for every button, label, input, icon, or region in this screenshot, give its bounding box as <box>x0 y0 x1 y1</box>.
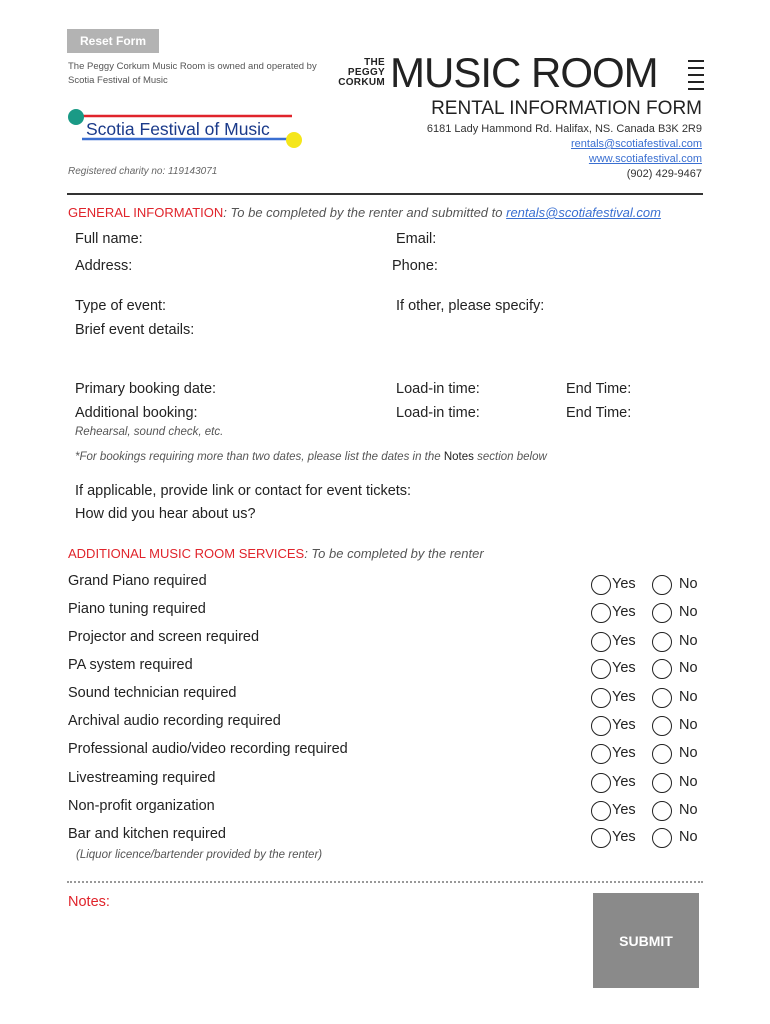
services-heading: ADDITIONAL MUSIC ROOM SERVICES: To be completed by the renter <box>68 546 484 561</box>
no-radio[interactable] <box>652 744 672 764</box>
yes-label: Yes <box>612 689 636 705</box>
yes-label: Yes <box>612 829 636 845</box>
full-name-field[interactable]: Full name: <box>75 231 143 247</box>
yes-radio[interactable] <box>591 659 611 679</box>
service-label: Grand Piano required <box>68 573 207 589</box>
tickets-field[interactable]: If applicable, provide link or contact for event tickets: <box>75 483 412 499</box>
event-type-field[interactable]: Type of event: <box>75 298 167 314</box>
website-link[interactable]: www.scotiafestival.com <box>588 153 702 165</box>
no-label: No <box>679 633 698 649</box>
phone-field[interactable]: Phone: <box>392 258 438 274</box>
owned-by-text: The Peggy Corkum Music Room is owned and operated by Scotia Festival of Music <box>68 61 317 86</box>
no-radio[interactable] <box>652 773 672 793</box>
logo-bars-icon <box>688 60 704 92</box>
yes-label: Yes <box>612 745 636 761</box>
reset-form-button[interactable]: Reset Form <box>67 29 159 53</box>
no-radio[interactable] <box>652 659 672 679</box>
address-field[interactable]: Address: <box>75 258 133 274</box>
other-event-field[interactable]: If other, please specify: <box>396 298 545 314</box>
end-time-2-field[interactable]: End Time: <box>566 405 632 421</box>
yes-radio[interactable] <box>591 688 611 708</box>
charity-number: Registered charity no: 119143071 <box>68 166 218 177</box>
phone-text: (902) 429-9467 <box>626 168 702 180</box>
no-radio[interactable] <box>652 603 672 623</box>
no-radio[interactable] <box>652 575 672 595</box>
music-room-logo-small <box>335 58 385 88</box>
load-in-time-2-field[interactable]: Load-in time: <box>396 405 480 421</box>
no-label: No <box>679 576 698 592</box>
no-radio[interactable] <box>652 801 672 821</box>
logo-line-the: THE <box>364 57 385 68</box>
bookings-note: *For bookings requiring more than two dates, please list the dates in the Notes section below <box>75 451 547 463</box>
contact-block <box>400 122 702 182</box>
header-divider <box>67 193 703 195</box>
no-label: No <box>679 604 698 620</box>
yes-label: Yes <box>612 774 636 790</box>
yes-radio[interactable] <box>591 603 611 623</box>
yes-radio[interactable] <box>591 773 611 793</box>
yes-radio[interactable] <box>591 744 611 764</box>
notes-divider <box>67 881 703 883</box>
service-label: Professional audio/video recording required <box>68 741 348 757</box>
no-radio[interactable] <box>652 716 672 736</box>
music-room-logo: MUSIC ROOM <box>390 49 658 96</box>
primary-booking-field[interactable]: Primary booking date: <box>75 381 217 397</box>
yes-radio[interactable] <box>591 575 611 595</box>
end-time-1-field[interactable]: End Time: <box>566 381 632 397</box>
no-label: No <box>679 774 698 790</box>
yes-radio[interactable] <box>591 828 611 848</box>
no-label: No <box>679 689 698 705</box>
no-radio[interactable] <box>652 828 672 848</box>
email-field[interactable]: Email: <box>396 231 437 247</box>
submit-button[interactable]: SUBMIT <box>593 893 699 988</box>
form-title: RENTAL INFORMATION FORM <box>431 98 702 119</box>
general-info-heading: GENERAL INFORMATION: To be completed by the renter and submitted to rentals@scotiafestival.com <box>68 205 661 220</box>
liquor-note: (Liquor licence/bartender provided by the renter) <box>76 849 323 861</box>
service-label: Archival audio recording required <box>68 713 281 729</box>
no-radio[interactable] <box>652 688 672 708</box>
notes-field[interactable]: Notes: <box>68 894 110 910</box>
general-email-link[interactable]: rentals@scotiafestival.com <box>506 205 661 220</box>
service-label: Bar and kitchen required <box>68 826 226 842</box>
no-label: No <box>679 829 698 845</box>
event-details-field[interactable]: Brief event details: <box>75 322 195 338</box>
yes-label: Yes <box>612 604 636 620</box>
no-label: No <box>679 802 698 818</box>
yes-label: Yes <box>612 660 636 676</box>
yes-radio[interactable] <box>591 632 611 652</box>
no-label: No <box>679 660 698 676</box>
service-label: Sound technician required <box>68 685 237 701</box>
email-link[interactable]: rentals@scotiafestival.com <box>571 138 702 150</box>
yes-label: Yes <box>612 576 636 592</box>
service-label: Piano tuning required <box>68 601 206 617</box>
yes-label: Yes <box>612 802 636 818</box>
service-label: PA system required <box>68 657 193 673</box>
load-in-time-1-field[interactable]: Load-in time: <box>396 381 480 397</box>
scotia-festival-logo <box>64 104 314 152</box>
yes-radio[interactable] <box>591 801 611 821</box>
address-text: 6181 Lady Hammond Rd. Halifax, NS. Canada B3K 2R9 <box>426 123 702 135</box>
sfm-logo-text: Scotia Festival of Music <box>86 119 270 139</box>
service-label: Non-profit organization <box>68 798 215 814</box>
logo-line-corkum: CORKUM <box>338 77 385 88</box>
yes-radio[interactable] <box>591 716 611 736</box>
service-label: Projector and screen required <box>68 629 260 645</box>
no-label: No <box>679 745 698 761</box>
logo-line-peggy: PEGGY <box>347 67 385 78</box>
rehearsal-note: Rehearsal, sound check, etc. <box>75 426 224 438</box>
no-radio[interactable] <box>652 632 672 652</box>
no-label: No <box>679 717 698 733</box>
yes-label: Yes <box>612 717 636 733</box>
yes-label: Yes <box>612 633 636 649</box>
additional-booking-field[interactable]: Additional booking: <box>75 405 198 421</box>
heard-about-field[interactable]: How did you hear about us? <box>75 506 256 522</box>
service-label: Livestreaming required <box>68 770 216 786</box>
